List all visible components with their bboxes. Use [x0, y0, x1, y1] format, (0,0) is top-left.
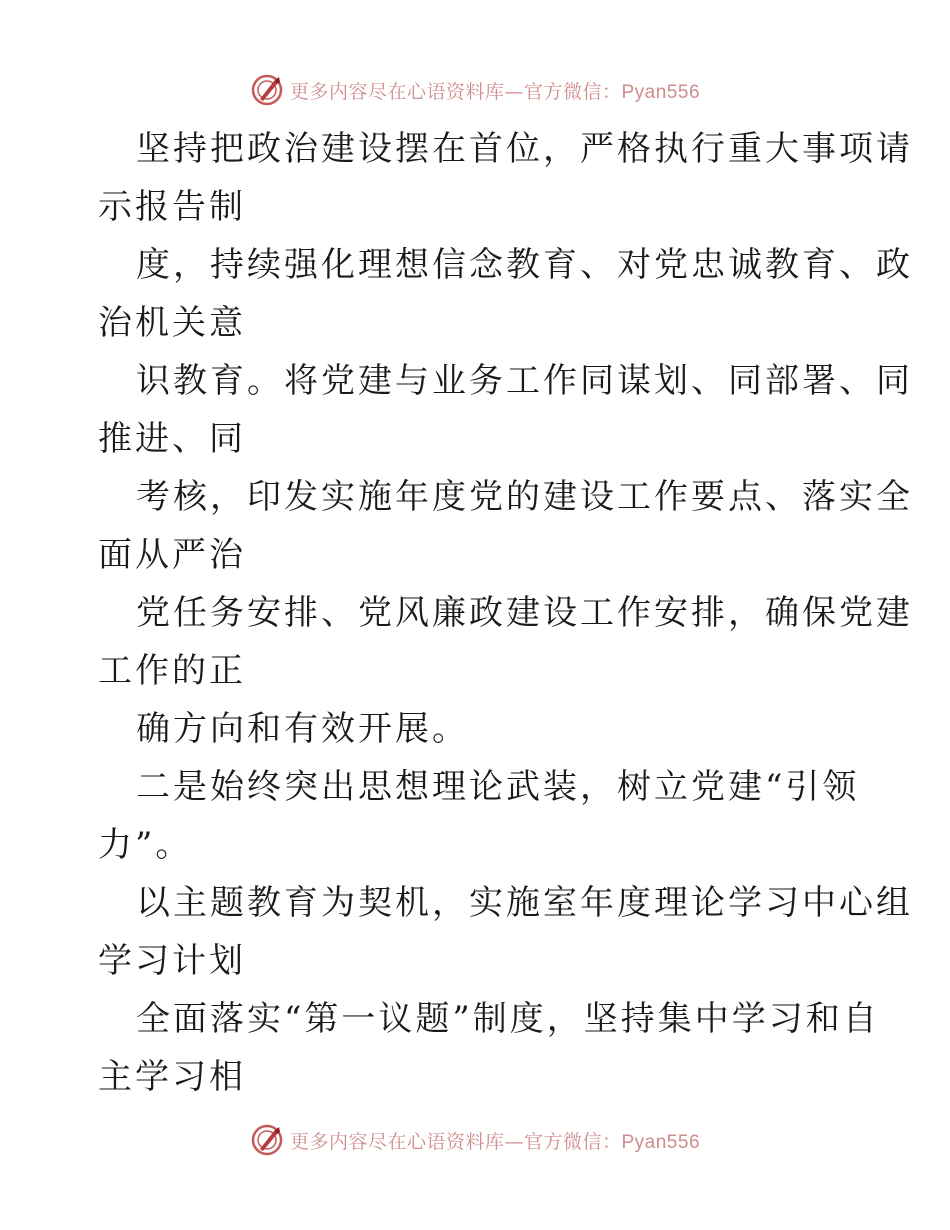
footer-watermark-banner	[0, 1120, 950, 1160]
text-line: 主学习相	[98, 1057, 246, 1097]
text-line: 度，持续强化理想信念教育、对党忠诚教育、政	[136, 245, 913, 285]
text-line: 力”。	[98, 825, 193, 865]
text-line: 面从严治	[98, 535, 246, 575]
watermark-text: 更多内容尽在心语资料库—官方微信：Pyan556	[289, 80, 701, 103]
pen-nib-circle-icon	[250, 73, 284, 107]
text-line: 识教育。将党建与业务工作同谋划、同部署、同	[136, 361, 913, 401]
text-line: 党任务安排、党风廉政建设工作安排，确保党建	[136, 593, 913, 633]
pen-nib-circle-icon	[250, 1123, 284, 1157]
text-line: 以主题教育为契机，实施室年度理论学习中心组	[136, 883, 913, 923]
text-line: 二是始终突出思想理论武装，树立党建“引领	[136, 767, 860, 807]
text-line: 确方向和有效开展。	[136, 709, 469, 749]
text-line: 治机关意	[98, 303, 246, 343]
header-watermark-banner	[0, 70, 950, 110]
text-line: 学习计划	[98, 941, 246, 981]
text-line: 坚持把政治建设摆在首位，严格执行重大事项请	[136, 129, 913, 169]
watermark-text: 更多内容尽在心语资料库—官方微信：Pyan556	[289, 1130, 701, 1153]
text-line: 示报告制	[98, 187, 246, 227]
text-line: 全面落实“第一议题”制度，坚持集中学习和自	[136, 999, 880, 1039]
text-line: 工作的正	[98, 651, 246, 691]
document-body	[98, 120, 913, 1106]
text-line: 推进、同	[98, 419, 246, 459]
text-line: 考核，印发实施年度党的建设工作要点、落实全	[136, 477, 913, 517]
